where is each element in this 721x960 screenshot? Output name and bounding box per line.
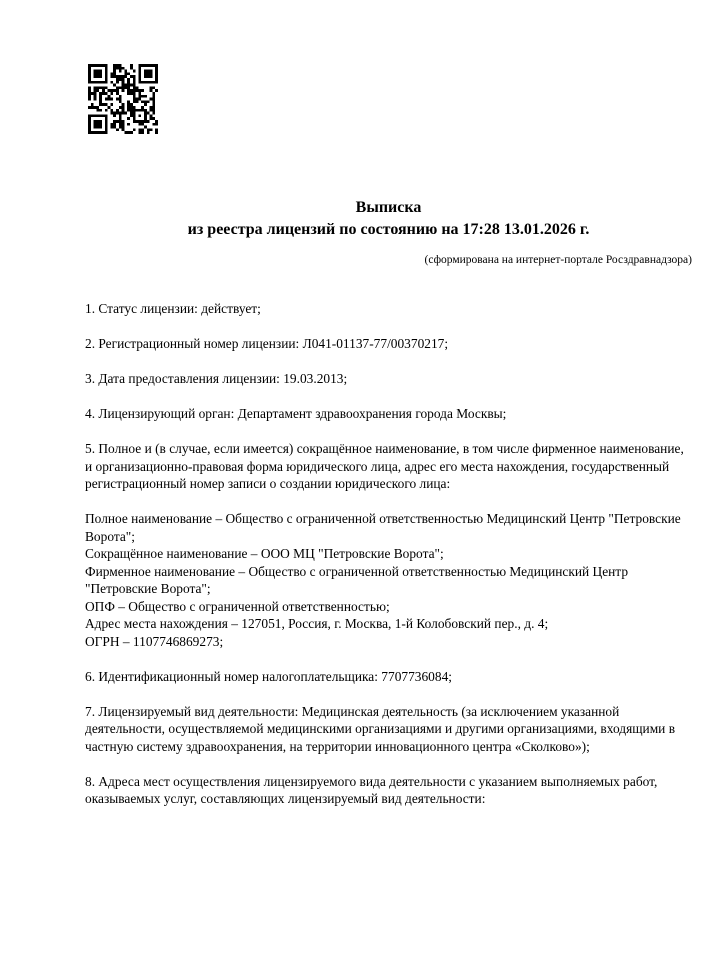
formed-note: (сформирована на интернет-портале Росздравнадзора) [424, 254, 692, 266]
field-licensing-authority: 4. Лицензирующий орган: Департамент здравоохранения города Москвы; [85, 406, 507, 421]
document-content [85, 0, 692, 808]
company-short-name: Сокращённое наименование – ООО МЦ "Петровские Ворота"; [85, 546, 444, 561]
field-inn: 6. Идентификационный номер налогоплательщика: 7707736084; [85, 668, 452, 684]
document-body [85, 300, 692, 808]
field-names-intro: 5. Полное и (в случае, если имеется) сокращённое наименование, в том числе фирменное наименование, и организационно-правовая форма юридического лица, адрес его места нахождения, государственный регистрационный номер записи о создании юридического лица: [85, 441, 684, 491]
company-details [85, 510, 692, 650]
company-address: Адрес места нахождения – 127051, Россия, г. Москва, 1-й Колобовский пер., д. 4; [85, 616, 549, 631]
field-license-status: 1. Статус лицензии: действует; [85, 301, 261, 316]
title-line-2: из реестра лицензий по состоянию на 17:28 13.01.2026 г. [187, 221, 590, 238]
company-ogrn: ОГРН – 1107746869273; [85, 633, 224, 649]
document-header [85, 197, 692, 267]
field-addresses-intro: 8. Адреса мест осуществления лицензируемого вида деятельности с указанием выполняемых работ, оказываемых услуг, составляющих лицензируемый вид деятельности: [85, 773, 658, 806]
field-grant-date: 3. Дата предоставления лицензии: 19.03.2013; [85, 371, 348, 386]
company-legal-form: ОПФ – Общество с ограниченной ответственностью; [85, 598, 390, 614]
company-brand-name: Фирменное наименование – Общество с ограниченной ответственностью Медицинский Центр "Петровские Ворота"; [85, 563, 629, 596]
company-full-name: Полное наименование – Общество с ограниченной ответственностью Медицинский Центр "Петровские Ворота"; [85, 511, 681, 544]
field-activity-type: 7. Лицензируемый вид деятельности: Медицинская деятельность (за исключением указанной деятельности, осуществляемой медицинскими организациями и другими организациями, входящими в частную систему здравоохранения, на территории инновационного центра «Сколково»); [85, 703, 676, 754]
title-line-1: Выписка [355, 199, 422, 216]
field-registration-number: 2. Регистрационный номер лицензии: Л041-01137-77/00370217; [85, 336, 449, 351]
document-title [85, 197, 692, 241]
